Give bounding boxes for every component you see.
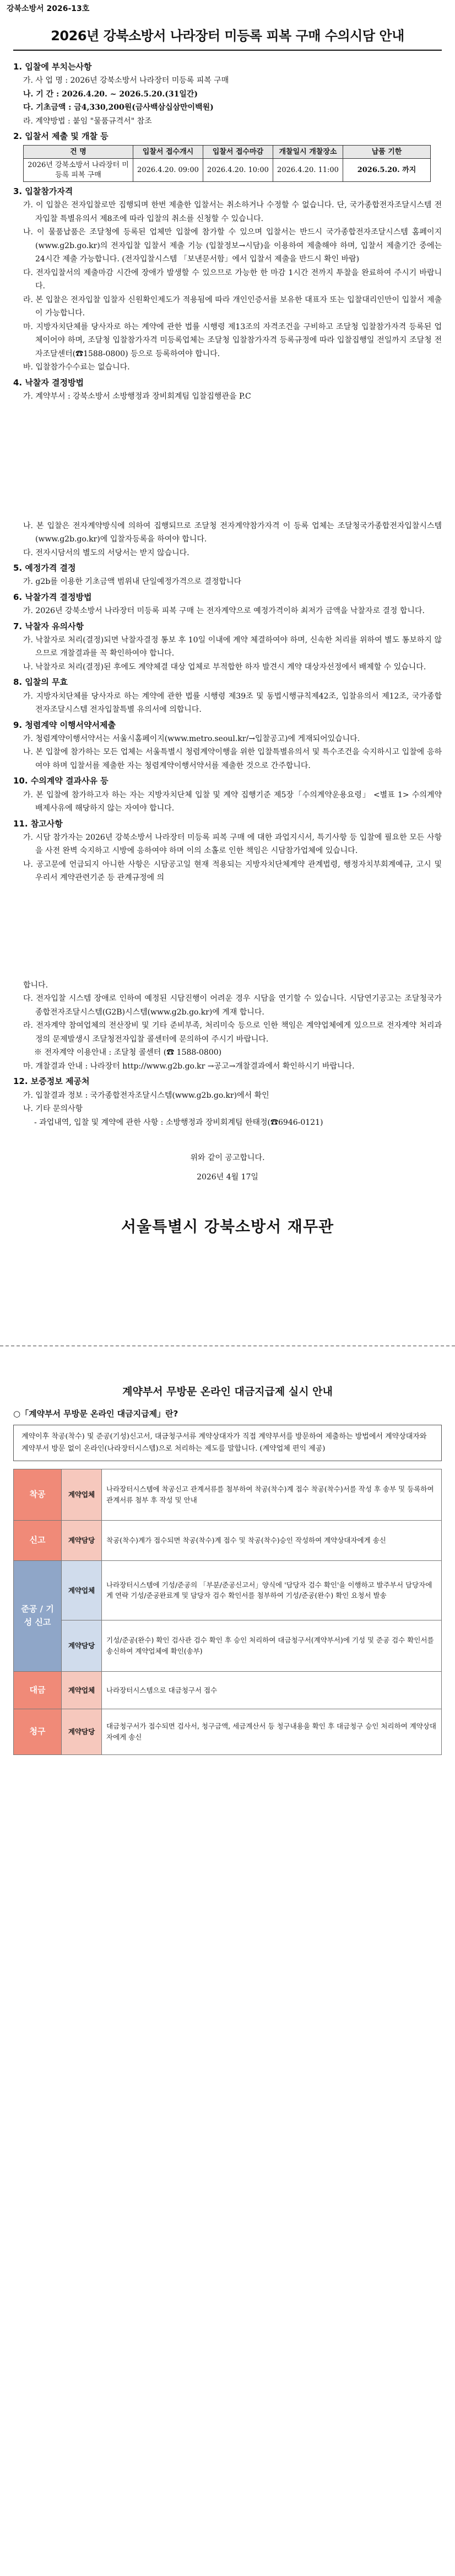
schedule-cell: 2026.4.20. 09:00 <box>133 159 203 182</box>
step-row <box>14 1671 442 1709</box>
step-stage: 신고 <box>14 1520 62 1560</box>
section-item: 가. 이 입찰은 전자입찰로만 집행되며 한번 제출한 입찰서는 취소하거나 수정할 수 없습니다. 단, 국가종합전자조달시스템 전자입찰 특별유의서 제8조에 따라 입찰의 취소를 신청할 수 있습니다. <box>23 201 442 223</box>
section-item: 라. 본 입찰은 전자입찰 입찰자 신원확인제도가 적용됨에 따라 개인인증서를 보유한 대표자 또는 입찰대리인만이 입찰서 제출이 가능합니다. <box>23 295 442 318</box>
schedule-header: 개찰일시 개찰장소 <box>273 145 343 159</box>
step-desc: 나라장터시스템으로 대금청구서 접수 <box>102 1671 442 1709</box>
schedule-cell: 2026.4.20. 11:00 <box>273 159 343 182</box>
step-stage: 청구 <box>14 1709 62 1754</box>
blank-space <box>13 885 442 979</box>
section-item: 나. 본 입찰은 전자계약방식에 의하여 집행되므로 조달청 전자계약참가자격 이 등록 업체는 조달청국가종합전자입찰시스템(www.g2b.go.kr)에 입찰자등록을 하여야 합니다. <box>23 521 442 544</box>
schedule-header: 입찰서 접수개시 <box>133 145 203 159</box>
payment-guide <box>13 1383 442 1755</box>
section-item: 나. 공고문에 언급되지 아니한 사항은 시담공고일 현재 적용되는 지방자치단체계약 관계법령, 행정자치부회계예규, 고시 및 우리서 계약관련기준 등 관계규정에 의 <box>23 860 442 883</box>
section-heading: 11. 참고사항 <box>13 818 63 829</box>
section-item: 가. g2b를 이용한 기초금액 범위내 단일예정가격으로 결정합니다 <box>23 577 242 587</box>
guide-title: 계약부서 무방문 온라인 대금지급제 실시 안내 <box>122 1386 333 1398</box>
section-item: 가. 지방자치단체를 당사자로 하는 계약에 관한 법률 시행령 제39조 및 동법시행규칙제42조, 입찰유의서 제12조, 국가종합전자조달시스템 전자입찰특별 유의서에 의합니다. <box>23 691 442 715</box>
closing-text: 위와 같이 공고합니다. <box>190 1153 265 1163</box>
notice-date: 2026년 4월 17일 <box>197 1172 258 1182</box>
title-area <box>13 24 442 47</box>
section-heading: 4. 낙찰자 결정방법 <box>13 377 84 388</box>
step-stage: 준공 / 기성 신고 <box>14 1560 62 1671</box>
schedule-row <box>24 159 431 182</box>
step-desc: 나라장터시스템에 기성/준공의 「부분/준공신고서」양식에 '담당자 검수 확인'을 이행하고 발주부서 담당자에게 연락 기성/준공완료계 및 담당자 검수 확인서를 첨부하여 기성/준공(완수) 확인 요청서 발송 <box>102 1560 442 1620</box>
section-item: 가. 낙찰자로 처리(결정)되면 낙찰자결정 통보 후 10일 이내에 계약 체결하여야 하며, 신속한 처리를 위하여 별도 통보하지 않으므로 개찰결과를 꼭 확인하여야 합니다. <box>23 635 442 658</box>
section-item: 다. 전자시담서의 별도의 서당서는 받지 않습니다. <box>23 548 189 557</box>
step-desc: 나라장터시스템에 착공신고 관계서류를 첨부하여 착공(착수)계 접수 착공(착수)서를 작성 후 송부 및 등록하여 관계서류 첨부 후 작성 및 안내 <box>102 1469 442 1520</box>
section-heading: 5. 예정가격 결정 <box>13 563 76 573</box>
section-heading: 8. 입찰의 무효 <box>13 677 68 688</box>
section-heading: 3. 입찰참가자격 <box>13 186 73 197</box>
section-item: 나. 이 물품납품은 조달청에 등록된 업체만 입찰에 참가할 수 있으며 입찰서는 반드시 국가종합전자조달시스템 홈페이지(www.g2b.go.kr)의 전자입찰 입찰서 제출 기능 (입찰정보→시담)을 이용하여 제출해야 하며, 입찰서 제출기간 중에는 24시간 제출 가능합니다. (전자입찰시스템 「보낸문서함」에서 입찰서 제출을 반드시 확인 바람) <box>23 228 442 264</box>
schedule-header-row <box>24 145 431 159</box>
page-title: 2026년 강북소방서 나라장터 미등록 피복 구매 수의시담 안내 <box>51 28 404 44</box>
step-role: 계약업체 <box>62 1671 102 1709</box>
schedule-cell: 2026.5.20. 까지 <box>343 159 431 182</box>
blank-space <box>13 1129 442 1146</box>
guide-steps-table <box>13 1469 442 1755</box>
section-heading: 7. 낙찰자 유의사항 <box>13 621 84 631</box>
section-item: 가. 입찰결과 정보 : 국가종합전자조달시스템(www.g2b.go.kr)에서 확인 <box>23 1091 269 1100</box>
section-item: 합니다. <box>23 980 48 990</box>
section-item: 가. 본 입찰에 참가하고자 하는 자는 지방자치단체 입찰 및 계약 집행기준 제5장「수의계약운용요령」 <별표 1> 수의계약 배제사유에 해당하지 않는 자여야 합니다. <box>23 790 442 813</box>
guide-question: ○「계약부서 무방문 온라인 대금지급제」란? <box>13 1409 178 1419</box>
section-item: 가. 시담 참가자는 2026년 강북소방서 나라장터 미등록 피복 구매 에 대한 과업지시서, 특기사항 등 입찰에 필요한 모든 사항을 사전 완벽 숙지하고 시방에 응하여야 하며 이의 소홀로 인한 책임은 시담참가업체에 있습니다. <box>23 833 442 856</box>
section-heading: 9. 청렴계약 이행서약서제출 <box>13 720 116 730</box>
step-role: 계약업체 <box>62 1560 102 1620</box>
section-item: 가. 청렴계약이행서약서는 서울시홈페이지(www.metro.seoul.kr/→입찰공고)에 게재되어있습니다. <box>23 734 360 743</box>
section-heading: 6. 낙찰가격 결정방법 <box>13 592 92 602</box>
step-row <box>14 1469 442 1520</box>
step-stage: 착공 <box>14 1469 62 1520</box>
schedule-cell: 2026년 강북소방서 나라장터 미등록 피복 구매 <box>24 159 133 182</box>
guide-description: 계약이후 착공(착수) 및 준공(기성)신고서, 대금청구서류 계약상대자가 직접 계약부서를 방문하여 제출하는 방법에서 계약상대자와 계약부서 방문 없이 온라인(나라장터시스템)으로 처리하는 제도를 말합니다. (계약업체 편익 제공) <box>13 1425 442 1461</box>
step-role: 계약담당 <box>62 1709 102 1754</box>
section-heading: 10. 수의계약 결과사유 등 <box>13 776 109 786</box>
section-note: ※ 전자계약 이용안내 : 조달청 콜센터 (☎ 1588-0800) <box>34 1048 222 1058</box>
notice-body <box>13 58 442 1189</box>
step-role: 계약담당 <box>62 1520 102 1560</box>
step-row <box>14 1709 442 1754</box>
section-divider <box>0 1345 455 1346</box>
schedule-header: 납품 기한 <box>343 145 431 159</box>
blank-space <box>13 404 442 519</box>
section-note: - 과업내역, 입찰 및 계약에 관한 사항 : 소방행정과 장비회계팀 한태정(☎6946-0121) <box>34 1118 323 1127</box>
step-desc: 대금청구서가 접수되면 검사서, 청구금액, 세금계산서 등 청구내용을 확인 후 대금청구 승인 처리하여 계약상대자에게 송신 <box>102 1709 442 1754</box>
issuing-department: 서울특별시 강북소방서 재무관 <box>121 1217 334 1236</box>
step-desc: 기성/준공(완수) 확인 검사관 검수 확인 후 승인 처리하여 대금청구서(계약부서)에 기성 및 준공 검수 확인서를 송신하여 계약업체에 확인(송부) <box>102 1620 442 1671</box>
section-item: 나. 기타 문의사항 <box>23 1104 83 1114</box>
section-heading: 1. 입찰에 부치는사항 <box>13 62 92 72</box>
step-stage: 대금 <box>14 1671 62 1709</box>
step-desc: 착공(착수)계가 접수되면 착공(착수)계 접수 및 착공(착수)승인 작성하여 계약상대자에게 송신 <box>102 1520 442 1560</box>
section-item: 바. 입찰참가수수료는 없습니다. <box>23 363 130 372</box>
step-row <box>14 1620 442 1671</box>
section-heading: 2. 입찰서 제출 및 개찰 등 <box>13 131 109 142</box>
section-item: 다. 전자입찰 시스템 장애로 인하여 예정된 시담진행이 어려운 경우 시담을 연기할 수 있습니다. 시담연기공고는 조달청국가종합전자조달시스템(G2B)시스템(www.g2b.go.kr)에 게재 합니다. <box>23 994 442 1017</box>
section-item: 나. 본 입찰에 참가하는 모든 업체는 서울특별시 청렴계약이행을 위한 입찰특별유의서 및 특수조건을 숙지하시고 입찰에 응하여야 하며 입찰서를 제출한 자는 청렴계약이행서약서를 제출한 것으로 간주합니다. <box>23 748 442 770</box>
step-row <box>14 1520 442 1560</box>
section-item: 마. 지방자치단체를 당사자로 하는 계약에 관한 법률 시행령 제13조의 자격조건을 구비하고 조달청 입찰참가자격 등록된 업체이어야 하며, 조달청 입찰참가자격 미등록업체는 조달청 입찰참가자격 등록규정에 따라 입찰집행일 전일까지 조달청 전자조달센터(☎1588-0800) 등으로 등록하여야 합니다. <box>23 322 442 358</box>
section-item: 가. 2026년 강북소방서 나라장터 미등록 피복 구매 는 전자계약으로 예정가격이하 최저가 금액을 낙찰자로 결정 합니다. <box>23 607 425 616</box>
step-row <box>14 1560 442 1620</box>
section-item: 라. 전자계약 참여업체의 전산장비 및 기타 준비부족, 처리미숙 등으로 인한 책임은 계약업체에게 있으므로 전자계약 처리과정의 문제발생시 조달청전자입찰 콜센터에 문의하여 주시기 바랍니다. <box>23 1021 442 1044</box>
section-heading: 12. 보증정보 제공처 <box>13 1076 90 1087</box>
section-line: 나. 기 간 : 2026.4.20. ~ 2026.5.20.(31일간) <box>23 89 198 99</box>
schedule-header: 입찰서 접수마감 <box>203 145 273 159</box>
title-rule <box>13 50 442 51</box>
section-line: 가. 사 업 명 : 2026년 강북소방서 나라장터 미등록 피복 구매 <box>23 76 229 85</box>
notice-number: 강북소방서 2026-13호 <box>7 4 90 13</box>
schedule-table <box>23 145 431 183</box>
section-item: 마. 개찰결과 안내 : 나라장터 http://www.g2b.go.kr →공고→개찰결과에서 확인하시기 바랍니다. <box>23 1061 355 1071</box>
section-line: 다. 기초금액 : 금4,330,200원(금사백삼십삼만이백원) <box>23 103 214 112</box>
section-item: 다. 전자입찰서의 제출마감 시간에 장애가 발생할 수 있으므로 가능한 한 마감 1시간 전까지 투찰을 완료하여 주시기 바랍니다. <box>23 268 442 291</box>
step-role: 계약업체 <box>62 1469 102 1520</box>
schedule-cell: 2026.4.20. 10:00 <box>203 159 273 182</box>
section-item: 가. 계약부서 : 강북소방서 소방행정과 장비회계팀 입찰집행관을 P.C <box>23 392 251 401</box>
step-role: 계약담당 <box>62 1620 102 1671</box>
schedule-header: 건 명 <box>24 145 133 159</box>
section-line: 라. 계약방법 : 붙임 "물품규격서" 참조 <box>23 116 152 126</box>
section-item: 나. 낙찰자로 처리(결정)된 후에도 계약체결 대상 업체로 부적합한 하자 발견시 계약 대상자선정에서 배제할 수 있습니다. <box>23 662 426 672</box>
